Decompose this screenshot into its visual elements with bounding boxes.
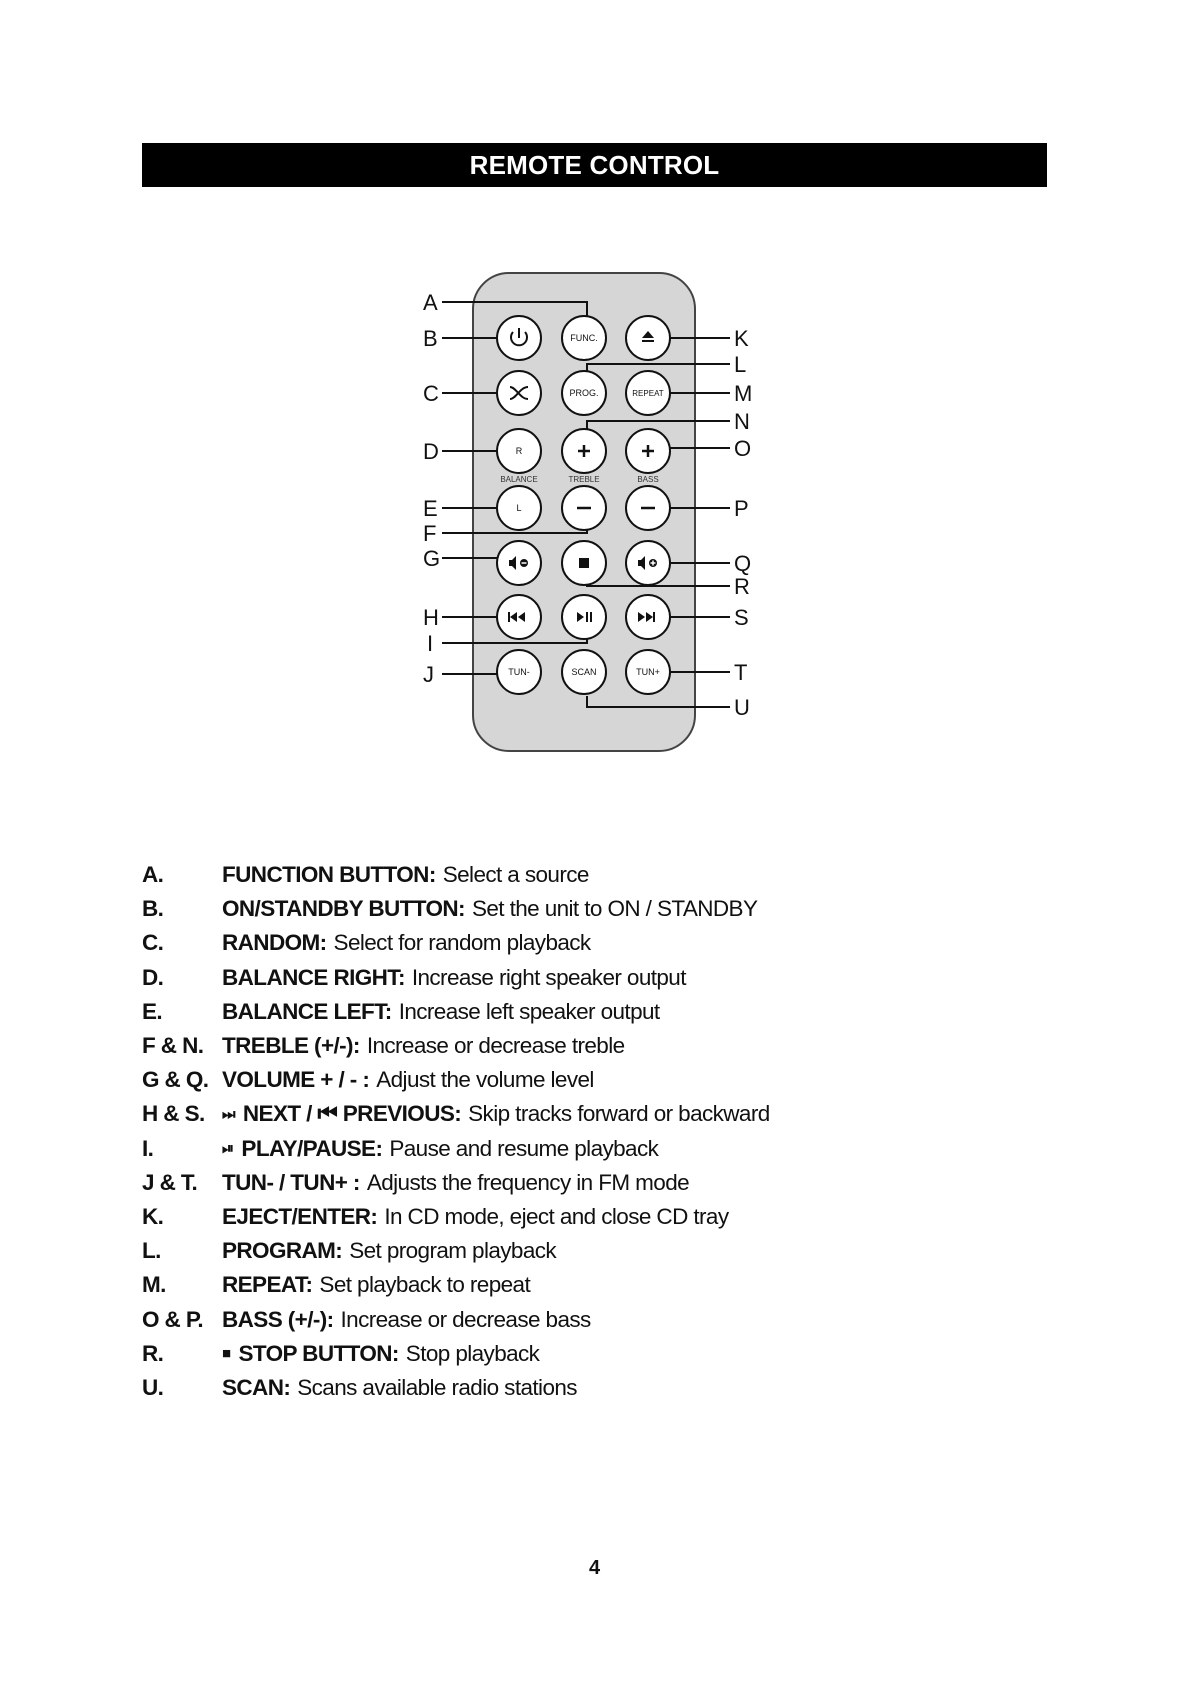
callout-j: J xyxy=(423,662,434,687)
stop-icon xyxy=(579,558,589,568)
page-number: 4 xyxy=(588,1557,601,1579)
tune-up-label: TUN+ xyxy=(636,667,660,677)
callout-g: G xyxy=(423,546,441,571)
bass-minus-button[interactable] xyxy=(626,486,670,530)
legend-item: C. RANDOM: Select for random playback xyxy=(142,930,591,956)
callout-a: A xyxy=(423,290,438,315)
legend-item: O & P. BASS (+/-): Increase or decrease bass xyxy=(142,1306,591,1332)
legend-item: K. EJECT/ENTER: In CD mode, eject and close CD tray xyxy=(142,1203,729,1229)
callout-p: P xyxy=(734,496,749,521)
scan-button[interactable] xyxy=(562,650,606,694)
balance-left-button[interactable] xyxy=(497,486,541,530)
legend-item: U. SCAN: Scans available radio stations xyxy=(142,1374,577,1400)
next-button[interactable] xyxy=(626,595,670,639)
legend-item: G & Q. VOLUME + / - : Adjust the volume level xyxy=(142,1067,594,1093)
legend-item: F & N. TREBLE (+/-): Increase or decrease treble xyxy=(142,1033,625,1059)
callout-b: B xyxy=(423,326,438,351)
random-button[interactable] xyxy=(497,371,541,415)
balance-right-label: R xyxy=(515,446,523,456)
program-button-label: PROG. xyxy=(569,388,599,398)
legend-item: J & T. TUN- / TUN+ : Adjusts the frequency in FM mode xyxy=(142,1169,690,1195)
remote-control-diagram xyxy=(0,0,1189,800)
legend-item: L. PROGRAM: Set program playback xyxy=(142,1238,557,1264)
legend-item: D. BALANCE RIGHT: Increase right speaker output xyxy=(142,964,686,990)
legend-item: E. BALANCE LEFT: Increase left speaker output xyxy=(142,998,660,1024)
volume-up-button[interactable] xyxy=(626,541,670,585)
section-title: REMOTE CONTROL xyxy=(469,149,720,180)
tune-down-label: TUN- xyxy=(508,667,530,677)
function-button[interactable] xyxy=(562,316,606,360)
bass-plus-button[interactable] xyxy=(626,429,670,473)
function-button-label: FUNC. xyxy=(570,333,598,343)
volume-down-button[interactable] xyxy=(497,541,541,585)
legend-item: H & S. ⏭ NEXT / ⏮ PREVIOUS: Skip tracks forward or backward xyxy=(142,1101,770,1127)
balance-left-label: L xyxy=(516,503,522,513)
tune-up-button[interactable] xyxy=(626,650,670,694)
callout-d: D xyxy=(423,439,439,464)
program-button[interactable] xyxy=(562,371,606,415)
next-icon: ⏭ xyxy=(222,1105,235,1123)
callout-m: M xyxy=(734,381,753,406)
treble-minus-button[interactable] xyxy=(562,486,606,530)
callout-r: R xyxy=(734,574,750,599)
callout-s: S xyxy=(734,605,749,630)
repeat-button[interactable] xyxy=(626,371,670,415)
button-legend xyxy=(142,858,1142,1405)
bass-label: BASS xyxy=(637,475,659,484)
stop-icon: ■ xyxy=(222,1345,231,1363)
legend-item: I. ⏯ PLAY/PAUSE: Pause and resume playback xyxy=(142,1135,659,1161)
callout-c: C xyxy=(423,381,439,406)
callout-n: N xyxy=(734,409,750,434)
callout-l: L xyxy=(734,352,747,377)
legend-item: R. ■ STOP BUTTON: Stop playback xyxy=(142,1340,540,1366)
previous-button[interactable] xyxy=(497,595,541,639)
callout-q: Q xyxy=(734,551,752,576)
tune-down-button[interactable] xyxy=(497,650,541,694)
play-pause-icon: ⏯ xyxy=(222,1140,234,1158)
balance-label: BALANCE xyxy=(500,475,538,484)
balance-right-button[interactable] xyxy=(497,429,541,473)
legend-item: A. FUNCTION BUTTON: Select a source xyxy=(142,862,589,888)
stop-button[interactable] xyxy=(562,541,606,585)
standby-button[interactable] xyxy=(497,316,541,360)
repeat-button-label: REPEAT xyxy=(632,389,664,398)
callout-f: F xyxy=(423,521,437,546)
callout-e: E xyxy=(423,496,438,521)
play-pause-button[interactable] xyxy=(562,595,606,639)
scan-label: SCAN xyxy=(571,667,597,677)
legend-item: M. REPEAT: Set playback to repeat xyxy=(142,1272,531,1298)
callout-t: T xyxy=(734,660,748,685)
eject-button[interactable] xyxy=(626,316,670,360)
callout-u: U xyxy=(734,695,750,720)
treble-plus-button[interactable] xyxy=(562,429,606,473)
callout-h: H xyxy=(423,605,439,630)
legend-item: B. ON/STANDBY BUTTON: Set the unit to ON / STANDBY xyxy=(142,896,758,922)
callout-i: I xyxy=(427,631,434,656)
treble-label: TREBLE xyxy=(568,475,600,484)
callout-k: K xyxy=(734,326,749,351)
callout-o: O xyxy=(734,436,752,461)
